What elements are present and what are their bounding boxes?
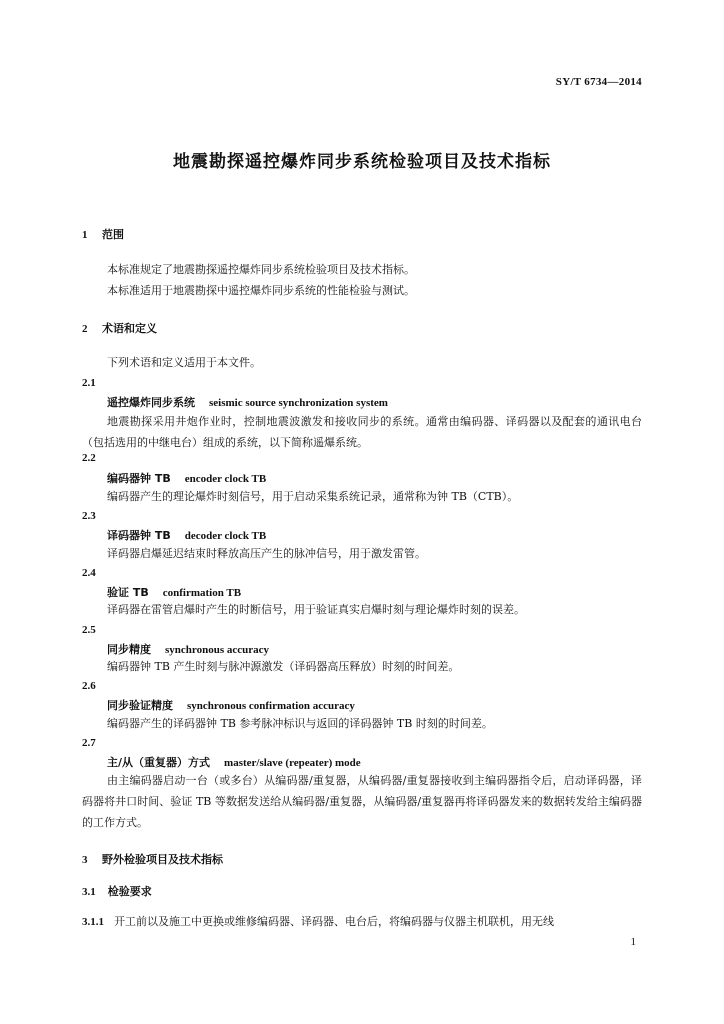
clause-number: 2.7	[82, 737, 96, 749]
section-number: 2	[82, 323, 88, 335]
subsection-title: 检验要求	[107, 885, 152, 898]
term-entry	[107, 527, 266, 543]
term-definition: 译码器在雷管启爆时产生的时断信号，用于验证真实启爆时刻与理论爆炸时刻的误差。	[107, 603, 525, 616]
term-chinese: 编码器钟 TB	[107, 472, 171, 485]
section-number: 1	[82, 229, 88, 241]
term-chinese: 同步验证精度	[107, 699, 173, 712]
term-entry	[107, 754, 361, 770]
clause-number: 3.1.1	[82, 916, 104, 928]
subsection-number: 3.1	[82, 886, 96, 898]
section-3-heading	[82, 851, 223, 867]
paragraph: 本标准适用于地震勘探中遥控爆炸同步系统的性能检验与测试。	[107, 284, 415, 297]
term-definition: 编码器产生的译码器钟 TB 参考脉冲标识与返回的译码器钟 TB 时刻的时间差。	[107, 717, 493, 730]
clause-number: 2.4	[82, 567, 96, 579]
term-entry	[107, 394, 388, 410]
section-title: 术语和定义	[102, 322, 157, 335]
term-definition: 地震勘探采用井炮作业时，控制地震波激发和接收同步的系统。通常由编码器、译码器以及配套的通讯电台（包括选用的中继电台）组成的系统，以下简称遥爆系统。	[82, 415, 642, 449]
paragraph: 本标准规定了地震勘探遥控爆炸同步系统检验项目及技术指标。	[107, 263, 415, 276]
term-chinese: 同步精度	[107, 643, 151, 656]
term-chinese: 遥控爆炸同步系统	[107, 396, 195, 409]
clause-number: 2.3	[82, 510, 96, 522]
term-definition: 编码器产生的理论爆炸时刻信号，用于启动采集系统记录，通常称为钟 TB（CTB）。	[107, 490, 519, 503]
term-definition: 由主编码器启动一台（或多台）从编码器/重复器，从编码器/重复器接收到主编码器指令后，启动译码器，译码器将井口时间、验证 TB 等数据发送给从编码器/重复器，从编码器/重复器再将译码器发来的数据转发给主编码器的工作方式。	[82, 774, 642, 829]
term-chinese: 译码器钟 TB	[107, 529, 171, 542]
term-entry	[107, 641, 269, 657]
term-entry	[107, 697, 355, 713]
term-english: seismic source synchronization system	[209, 397, 388, 409]
document-title: 地震勘探遥控爆炸同步系统检验项目及技术指标	[173, 152, 551, 172]
term-entry	[107, 470, 266, 486]
clause-paragraph	[82, 911, 642, 933]
term-definition: 译码器启爆延迟结束时释放高压产生的脉冲信号，用于激发雷管。	[107, 547, 426, 560]
term-english: synchronous accuracy	[165, 644, 269, 656]
paragraph: 下列术语和定义适用于本文件。	[107, 356, 261, 369]
term-entry	[107, 584, 241, 600]
clause-number: 2.2	[82, 452, 96, 464]
term-english: encoder clock TB	[184, 473, 267, 485]
term-chinese: 验证 TB	[107, 586, 149, 599]
clause-number: 2.1	[82, 377, 96, 389]
clause-number: 2.5	[82, 624, 96, 636]
clause-text: 开工前以及施工中更换或维修编码器、译码器、电台后，将编码器与仪器主机联机，用无线	[114, 915, 554, 928]
term-english: master/slave (repeater) mode	[224, 757, 361, 769]
section-title: 范围	[102, 228, 124, 241]
clause-number: 2.6	[82, 680, 96, 692]
term-english: confirmation TB	[162, 587, 242, 599]
subsection-heading	[82, 883, 152, 899]
term-english: synchronous confirmation accuracy	[187, 700, 355, 712]
standard-code: SY/T 6734—2014	[555, 76, 642, 88]
section-title: 野外检验项目及技术指标	[102, 853, 223, 866]
section-2-heading	[82, 320, 157, 336]
section-1-heading	[82, 226, 124, 242]
term-chinese: 主/从（重复器）方式	[107, 756, 211, 769]
section-number: 3	[82, 854, 88, 866]
term-english: decoder clock TB	[184, 530, 267, 542]
term-definition: 编码器钟 TB 产生时刻与脉冲源激发（译码器高压释放）时刻的时间差。	[107, 660, 460, 673]
page-number: 1	[630, 936, 636, 948]
